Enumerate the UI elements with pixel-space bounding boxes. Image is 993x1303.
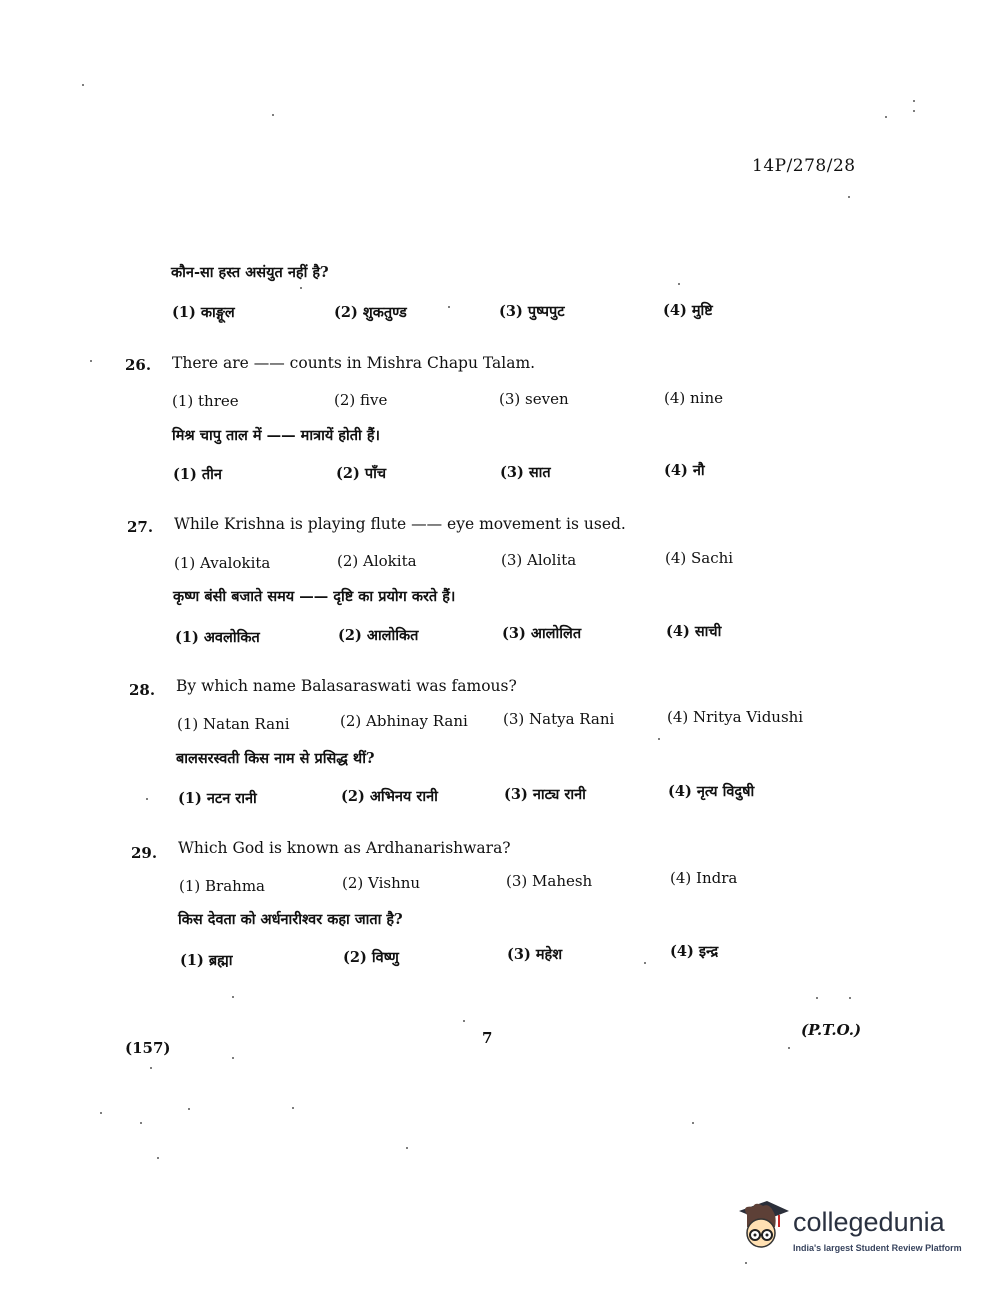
scan-speck [745,1262,747,1264]
scan-speck [849,997,851,999]
q28-hi-option-2: (2) अभिनय रानी [341,788,438,805]
q29-english-text: Which God is known as Ardhanarishwara? [178,839,511,857]
scan-speck [658,738,660,740]
q26-en-option-1: (1) three [172,392,239,410]
scan-speck [232,1057,234,1059]
q28-number: 28. [129,681,156,699]
scan-speck [788,1047,790,1049]
scan-speck [913,100,915,102]
q27-en-option-3: (3) Alolita [501,551,577,569]
q29-hindi-text: किस देवता को अर्धनारीश्वर कहा जाता है? [178,911,403,928]
q25-hindi-text: कौन-सा हस्त असंयुत नहीं है? [171,264,329,281]
q27-hi-option-1: (1) अवलोकित [175,629,260,646]
q29-en-option-1: (1) Brahma [179,877,265,895]
q28-english-text: By which name Balasaraswati was famous? [176,677,517,695]
scan-speck [100,1112,102,1114]
q28-en-option-2: (2) Abhinay Rani [340,712,468,730]
q25-option-1: (1) काङ्गूल [172,304,235,321]
q28-en-option-4: (4) Nritya Vidushi [667,708,804,726]
collegedunia-tagline: India's largest Student Review Platform [793,1243,962,1253]
q27-hindi-text: कृष्ण बंसी बजाते समय —— दृष्टि का प्रयोग करते हैं। [173,588,456,605]
scan-speck [90,360,92,362]
q28-hi-option-1: (1) नटन रानी [178,790,257,807]
q26-number: 26. [125,356,152,374]
q28-hi-option-4: (4) नृत्य विदुषी [668,783,755,800]
q26-en-option-3: (3) seven [499,390,569,408]
scan-speck [848,196,850,198]
q29-hi-option-4: (4) इन्द्र [670,943,719,960]
q27-en-option-1: (1) Avalokita [174,554,271,572]
q29-hi-option-1: (1) ब्रह्मा [180,952,233,969]
scan-speck [82,84,84,86]
scan-speck [678,283,680,285]
q26-en-option-2: (2) five [334,391,388,409]
q26-hi-option-1: (1) तीन [173,466,222,483]
q28-hindi-text: बालसरस्वती किस नाम से प्रसिद्ध थीं? [176,750,375,767]
q27-hi-option-4: (4) साची [666,623,722,640]
scan-speck [692,1122,694,1124]
scan-speck [292,1107,294,1109]
scan-speck [150,1067,152,1069]
q28-en-option-3: (3) Natya Rani [503,710,615,728]
scan-speck [300,287,302,289]
booklet-code: (157) [125,1039,171,1057]
scan-speck [885,116,887,118]
q27-number: 27. [127,518,154,536]
q29-en-option-4: (4) Indra [670,869,738,887]
q29-en-option-2: (2) Vishnu [342,874,421,892]
q25-option-2: (2) शुकतुण्ड [334,304,407,321]
q26-english-text: There are —— counts in Mishra Chapu Talam. [172,354,536,372]
q27-en-option-4: (4) Sachi [665,549,734,567]
q26-en-option-4: (4) nine [664,389,724,407]
q26-hindi-text: मिश्र चापु ताल में —— मात्रायें होती हैं। [172,427,381,444]
q25-option-3: (3) पुष्पपुट [499,303,565,320]
q27-hi-option-2: (2) आलोकित [338,627,419,644]
scan-speck [448,306,450,308]
scan-speck [188,1108,190,1110]
scan-speck [232,996,234,998]
scan-speck [157,1157,159,1159]
q27-hi-option-3: (3) आलोलित [502,625,582,642]
q27-en-option-2: (2) Alokita [337,552,417,570]
scan-speck [140,1122,142,1124]
q26-hi-option-2: (2) पाँच [336,465,387,482]
paper-code: 14P/278/28 [752,156,856,176]
q29-hi-option-2: (2) विष्णु [343,949,399,966]
scan-speck [146,798,148,800]
student-mascot-icon [733,1197,791,1255]
q29-hi-option-3: (3) महेश [507,946,563,963]
page-number: 7 [482,1029,493,1047]
q25-option-4: (4) मुष्टि [663,302,713,319]
scan-speck [463,1020,465,1022]
scan-speck [816,997,818,999]
q27-english-text: While Krishna is playing flute —— eye movement is used. [174,515,626,533]
q29-number: 29. [131,844,158,862]
q29-en-option-3: (3) Mahesh [506,872,593,890]
q28-en-option-1: (1) Natan Rani [177,715,290,733]
scan-speck [406,1147,408,1149]
scan-speck [913,110,915,112]
please-turn-over: (P.T.O.) [801,1021,862,1039]
q26-hi-option-4: (4) नौ [664,462,705,479]
q26-hi-option-3: (3) सात [500,464,551,481]
collegedunia-brand: collegedunia [793,1207,945,1237]
scan-speck [272,114,274,116]
scan-speck [644,962,646,964]
q28-hi-option-3: (3) नाट्य रानी [504,786,586,803]
